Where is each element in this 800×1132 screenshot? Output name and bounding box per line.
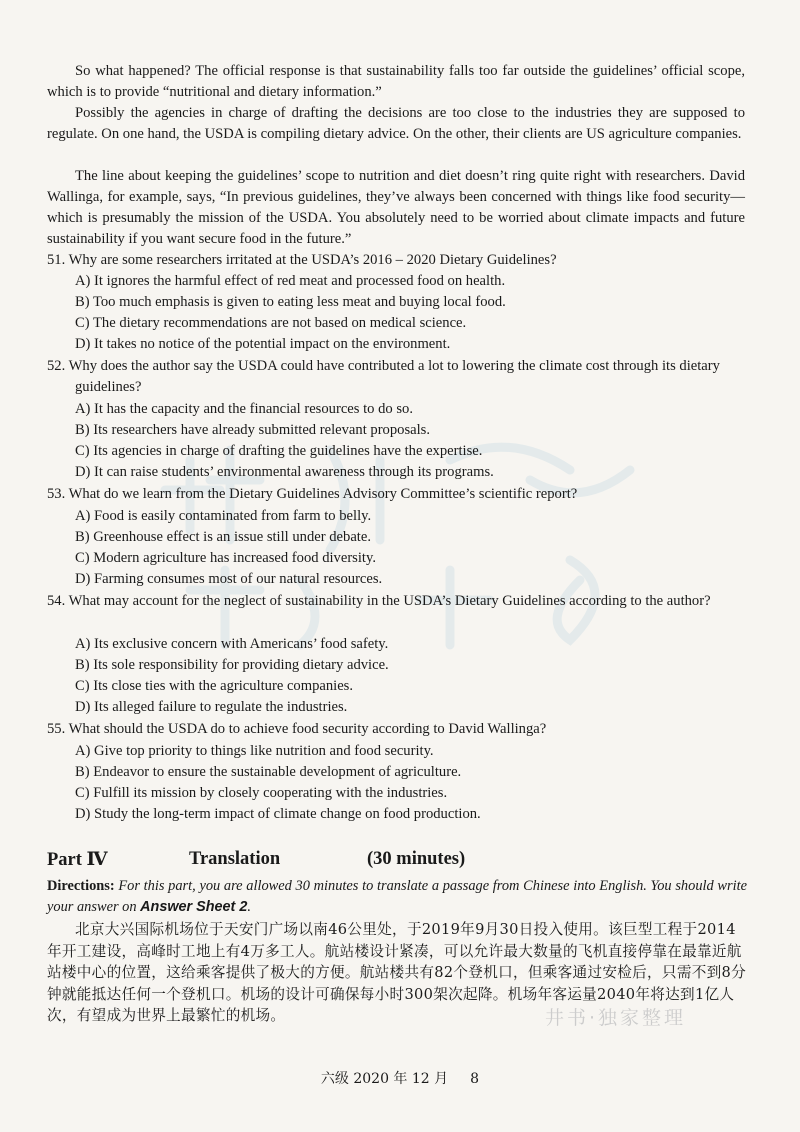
passage-paragraph-2: Possibly the agencies in charge of drafting the decisions are too close to the industries they are supposed to regulate. On one hand, the USDA is compiling dietary advice. On the other, their clients are US agriculture companies. <box>47 105 745 142</box>
page-number: 8 <box>470 1071 480 1087</box>
question-51-option-a: A) It ignores the harmful effect of red meat and processed food on health. <box>75 273 506 289</box>
question-54-option-b: B) Its sole responsibility for providing dietary advice. <box>75 657 389 673</box>
question-51-option-d: D) It takes no notice of the potential impact on the environment. <box>75 336 451 352</box>
question-52-option-c: C) Its agencies in charge of drafting the guidelines have the expertise. <box>75 443 483 459</box>
question-54-option-d: D) Its alleged failure to regulate the industries. <box>75 699 348 715</box>
question-53-stem: 53. What do we learn from the Dietary Guidelines Advisory Committee’s scientific report? <box>47 486 578 502</box>
question-52-option-a: A) It has the capacity and the financial resources to do so. <box>75 401 413 417</box>
question-54-option-c: C) Its close ties with the agriculture companies. <box>75 678 354 694</box>
question-52-stem: 52. Why does the author say the USDA could have contributed a lot to lowering the climate cost through its dietary guidelines? <box>47 358 720 395</box>
page-footer <box>0 1068 800 1088</box>
question-53-option-d: D) Farming consumes most of our natural resources. <box>75 571 383 587</box>
footer-label: 六级 2020 年 12 月 <box>320 1071 449 1087</box>
part-number: Part Ⅳ <box>47 850 108 870</box>
question-53-option-b: B) Greenhouse effect is an issue still under debate. <box>75 529 371 545</box>
question-51-stem: 51. Why are some researchers irritated at the USDA’s 2016 – 2020 Dietary Guidelines? <box>47 252 557 268</box>
question-51-option-c: C) The dietary recommendations are not based on medical science. <box>75 315 467 331</box>
directions-body: For this part, you are allowed 30 minutes to translate a passage from Chinese into English. You should write your answer on <box>47 878 747 915</box>
directions-label: Directions: <box>47 878 115 894</box>
question-52-option-d: D) It can raise students’ environmental awareness through its programs. <box>75 464 494 480</box>
question-53-option-c: C) Modern agriculture has increased food diversity. <box>75 550 376 566</box>
question-55-option-c: C) Fulfill its mission by closely cooperating with the industries. <box>75 785 448 801</box>
directions <box>47 876 747 918</box>
question-51-option-b: B) Too much emphasis is given to eating less meat and buying local food. <box>75 294 506 310</box>
passage-paragraph-1: So what happened? The official response is that sustainability falls too far outside the guidelines’ official scope, which is to provide “nutritional and dietary information.” <box>47 63 745 100</box>
question-53-option-a: A) Food is easily contaminated from farm to belly. <box>75 508 372 524</box>
question-55-option-b: B) Endeavor to ensure the sustainable development of agriculture. <box>75 764 462 780</box>
part-time: (30 minutes) <box>367 849 466 869</box>
question-52-option-b: B) Its researchers have already submitted relevant proposals. <box>75 422 430 438</box>
part-title: Translation <box>189 849 281 869</box>
question-55-option-a: A) Give top priority to things like nutrition and food security. <box>75 743 434 759</box>
passage-paragraph-3: The line about keeping the guidelines’ scope to nutrition and diet doesn’t ring quite right with researchers. David Wallinga, for example, says, “In previous guidelines, they’ve always been concerned with things like food security—which is presumably the mission of the USDA. You absolutely need to be worried about climate impacts and future sustainability if you want secure food in the future.” <box>47 168 745 247</box>
answer-sheet-ref: Answer Sheet 2 <box>140 899 248 915</box>
question-55-stem: 55. What should the USDA do to achieve food security according to David Wallinga? <box>47 721 547 737</box>
directions-end: . <box>247 899 251 915</box>
question-55-option-d: D) Study the long-term impact of climate change on food production. <box>75 806 481 822</box>
question-54-option-a: A) Its exclusive concern with Americans’ food safety. <box>75 636 389 652</box>
watermark-text-graphic: 井书·独家整理 <box>545 1007 687 1029</box>
question-54-stem: 54. What may account for the neglect of sustainability in the USDA’s Dietary Guidelines according to the author? <box>47 593 711 609</box>
translation-passage: 北京大兴国际机场位于天安门广场以南46公里处，于2019年9月30日投入使用。该巨型工程于2014年开工建设，高峰时工地上有4万多工人。航站楼设计紧凑，可以允许最大数量的飞机直接停靠在最靠近航站楼中心的位置，这给乘客提供了极大的方便。航站楼共有82个登机口，但乘客通过安检后，只需不到8分钟就能抵达任何一个登机口。机场的设计可确保每小时300架次起降。机场年客运量2040年将达到1亿人次，有望成为世界上最繁忙的机场。 <box>47 921 746 1024</box>
